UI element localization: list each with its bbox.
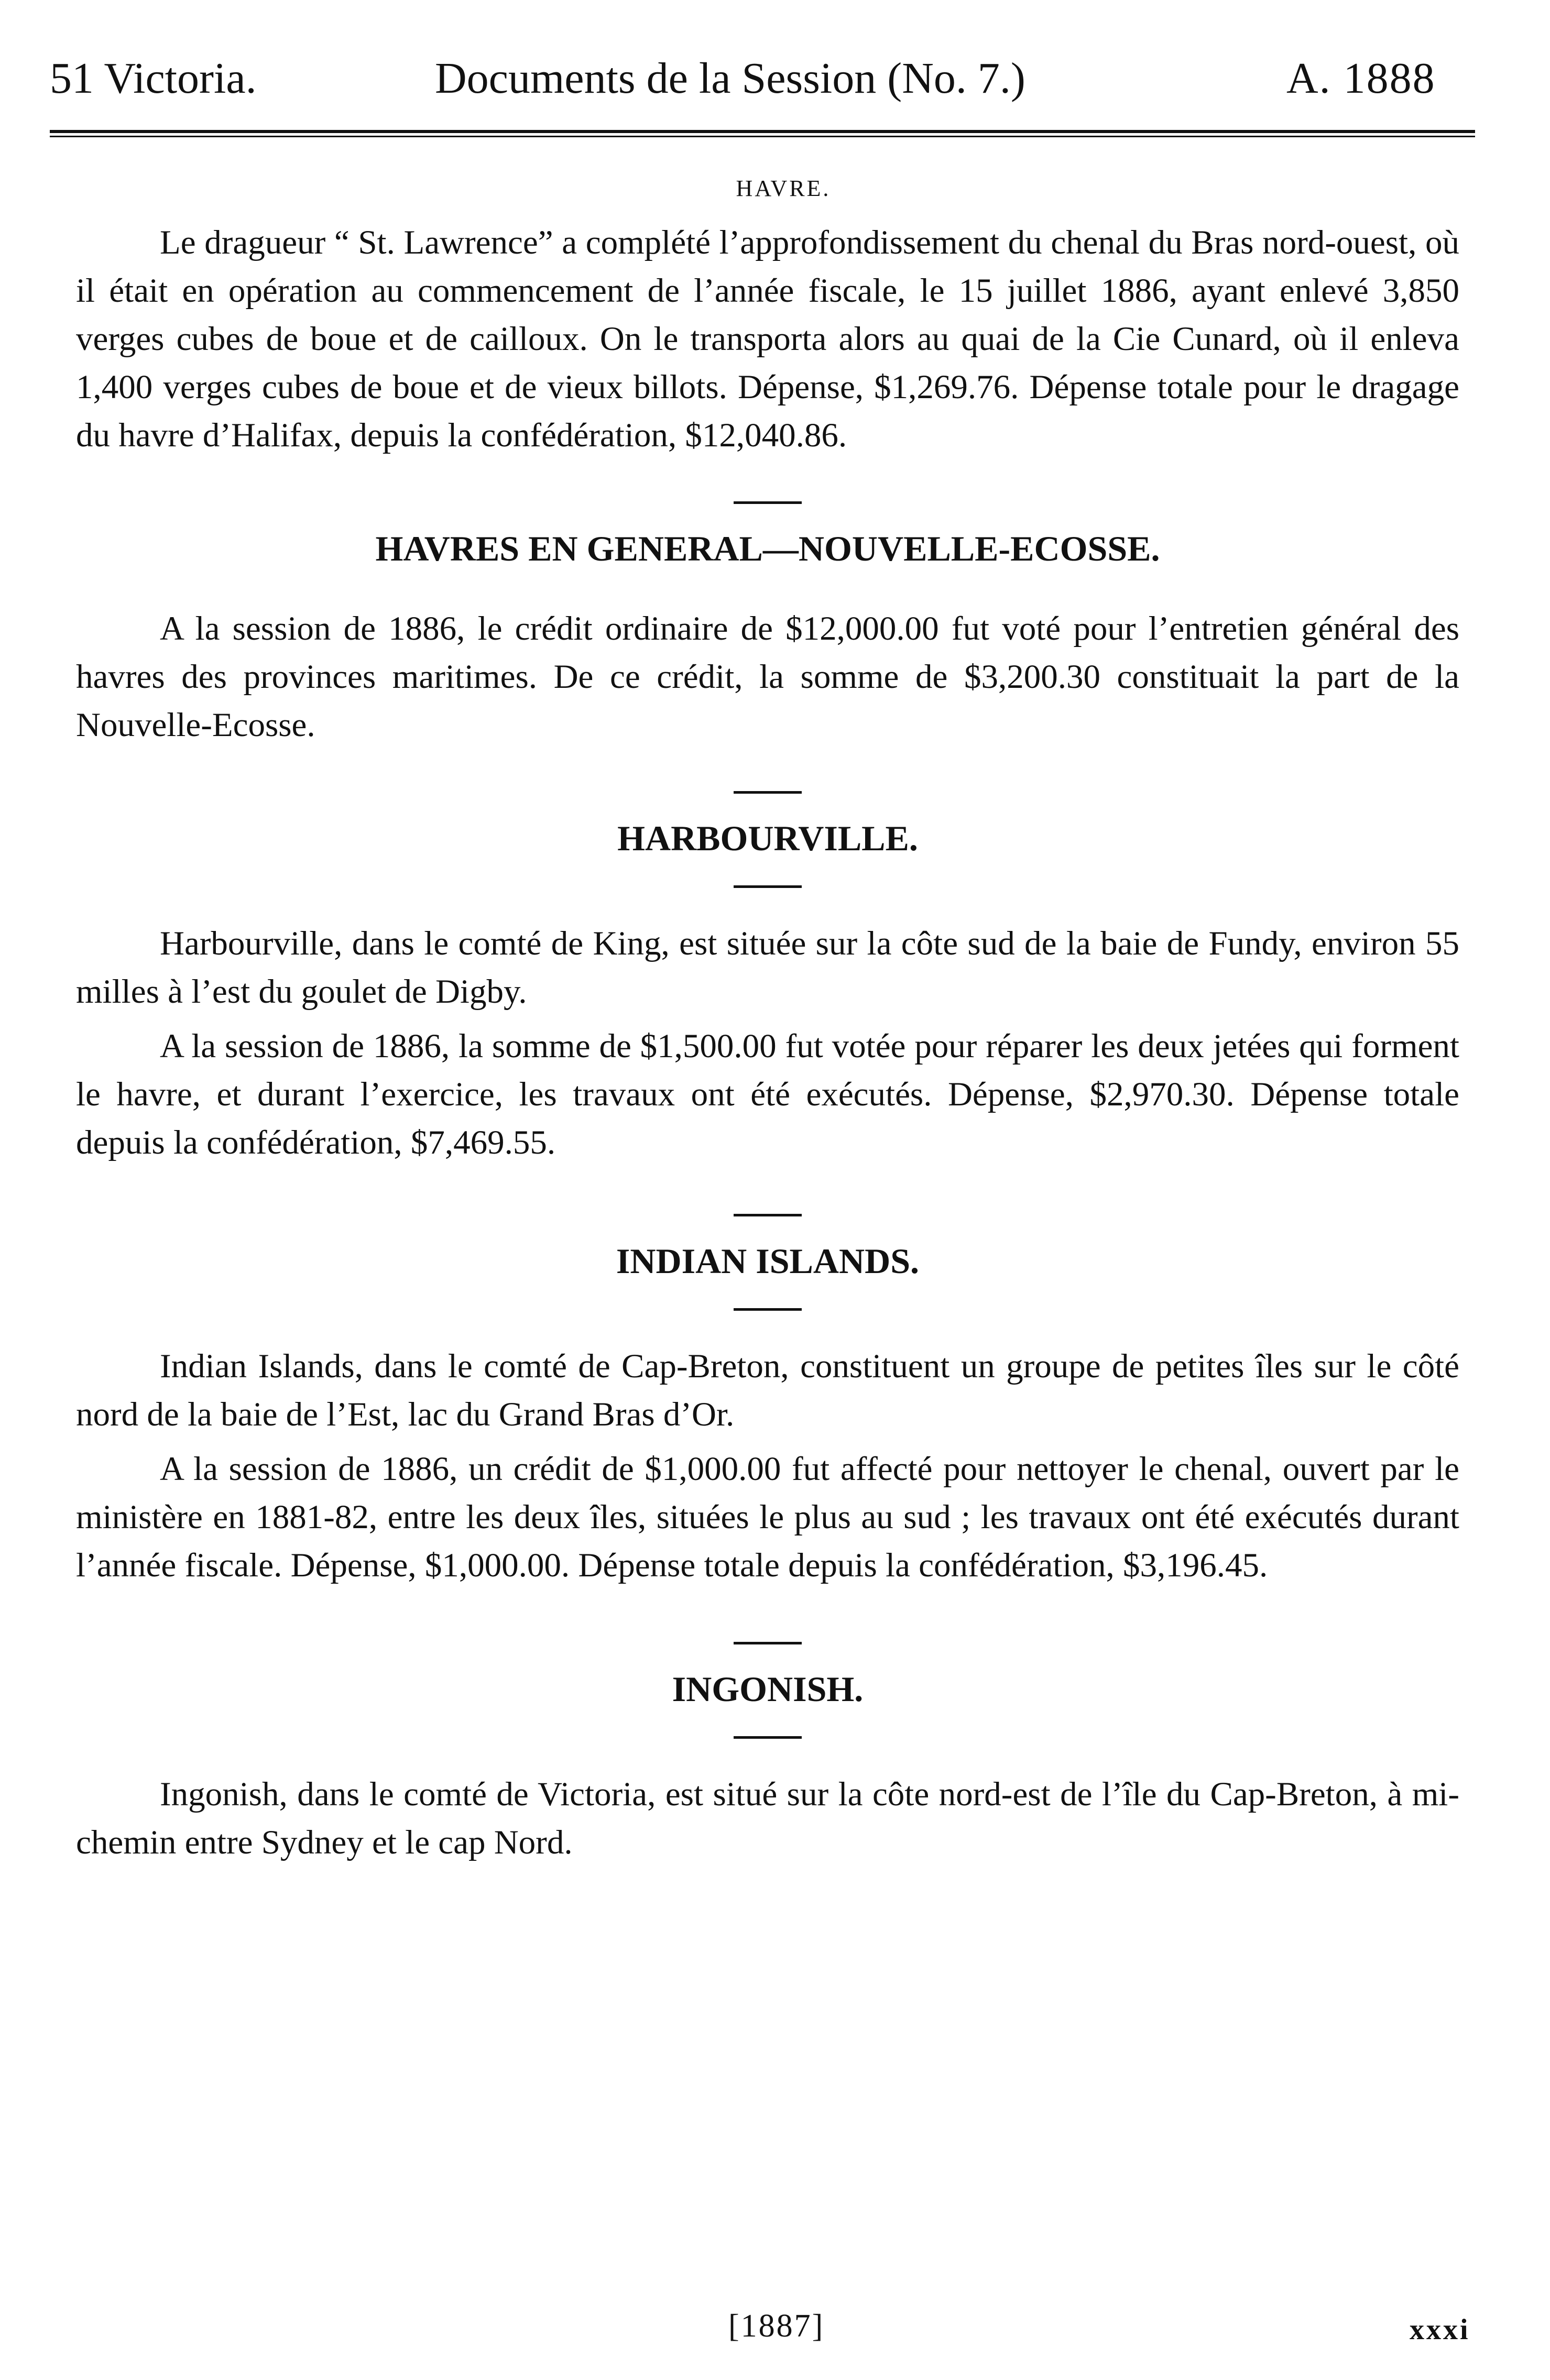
- paragraph: Indian Islands, dans le comté de Cap-Breton, constituent un groupe de petites îles sur le côté nord de la baie de l’Est, lac du Grand Bras d’Or.: [76, 1347, 1459, 1433]
- page-body: [76, 170, 1459, 1867]
- section-divider: [734, 501, 802, 504]
- header-center: Documents de la Session (No. 7.): [435, 54, 1025, 103]
- page-footer: [0, 2308, 1550, 2365]
- title-underline: [734, 885, 802, 888]
- paragraph: A la session de 1886, le crédit ordinaire de $12,000.00 fut voté pour l’entretien général des havres des provinces maritimes. De ce crédit, la somme de $3,200.30 constituait la part de la Nouvelle-Ecosse.: [76, 610, 1459, 744]
- section-indian-islands: [76, 1237, 1459, 1589]
- title-underline: [734, 1736, 802, 1739]
- section-divider: [734, 1214, 802, 1216]
- header-left: 51 Victoria.: [50, 54, 257, 103]
- paragraph: A la session de 1886, la somme de $1,500.00 fut votée pour réparer les deux jetées qui forment le havre, et durant l’exercice, les travaux ont été exécutés. Dépense, $2,970.30. Dépense totale depuis la confédération, $7,469.55.: [76, 1027, 1459, 1161]
- header-rule: [50, 130, 1475, 137]
- paragraph: A la session de 1886, un crédit de $1,000.00 fut affecté pour nettoyer le chenal, ouvert par le ministère en 1881-82, entre les deux îles, situées le plus au sud ; les travaux ont été exécutés durant l’année fiscale. Dépense, $1,000.00. Dépense totale depuis la confédération, $3,196.45.: [76, 1450, 1459, 1584]
- title-underline: [734, 1308, 802, 1311]
- paragraph: Le dragueur “ St. Lawrence” a complété l’approfondissement du chenal du Bras nord-ouest, où il était en opération au commencement de l’année fiscale, le 15 juillet 1886, ayant enlevé 3,850 verges cubes de boue et de cailloux. On le transporta alors au quai de la Cie Cunard, où il enleva 1,400 verges cubes de boue et de vieux billots. Dépense, $1,269.76. Dépense totale pour le dragage du havre d’Halifax, depuis la confédération, $12,040.86.: [76, 224, 1459, 454]
- section-divider: [734, 791, 802, 794]
- section-divider: [734, 1642, 802, 1644]
- section-title: HAVRES EN GENERAL—NOUVELLE-ECOSSE.: [375, 529, 1160, 568]
- page-number: [1887]: [728, 2308, 825, 2344]
- paragraph: Ingonish, dans le comté de Victoria, est situé sur la côte nord-est de l’île du Cap-Breton, à mi-chemin entre Sydney et le cap Nord.: [76, 1775, 1459, 1861]
- paragraph: Harbourville, dans le comté de King, est située sur la côte sud de la baie de Fundy, environ 55 milles à l’est du goulet de Digby.: [76, 925, 1459, 1011]
- section-title: HAVRE.: [736, 176, 831, 201]
- section-title: INGONISH.: [672, 1669, 864, 1709]
- section-title: HARBOURVILLE.: [617, 818, 918, 858]
- section-harbourville: [76, 815, 1459, 1167]
- section-havre: [76, 170, 1459, 459]
- section-ingonish: [76, 1665, 1459, 1867]
- running-header: [50, 50, 1475, 107]
- header-right: A. 1888: [1286, 54, 1436, 103]
- section-title: INDIAN ISLANDS.: [616, 1241, 920, 1281]
- section-havres-en-general: [76, 525, 1459, 749]
- roman-page-number: xxxi: [1410, 2313, 1470, 2346]
